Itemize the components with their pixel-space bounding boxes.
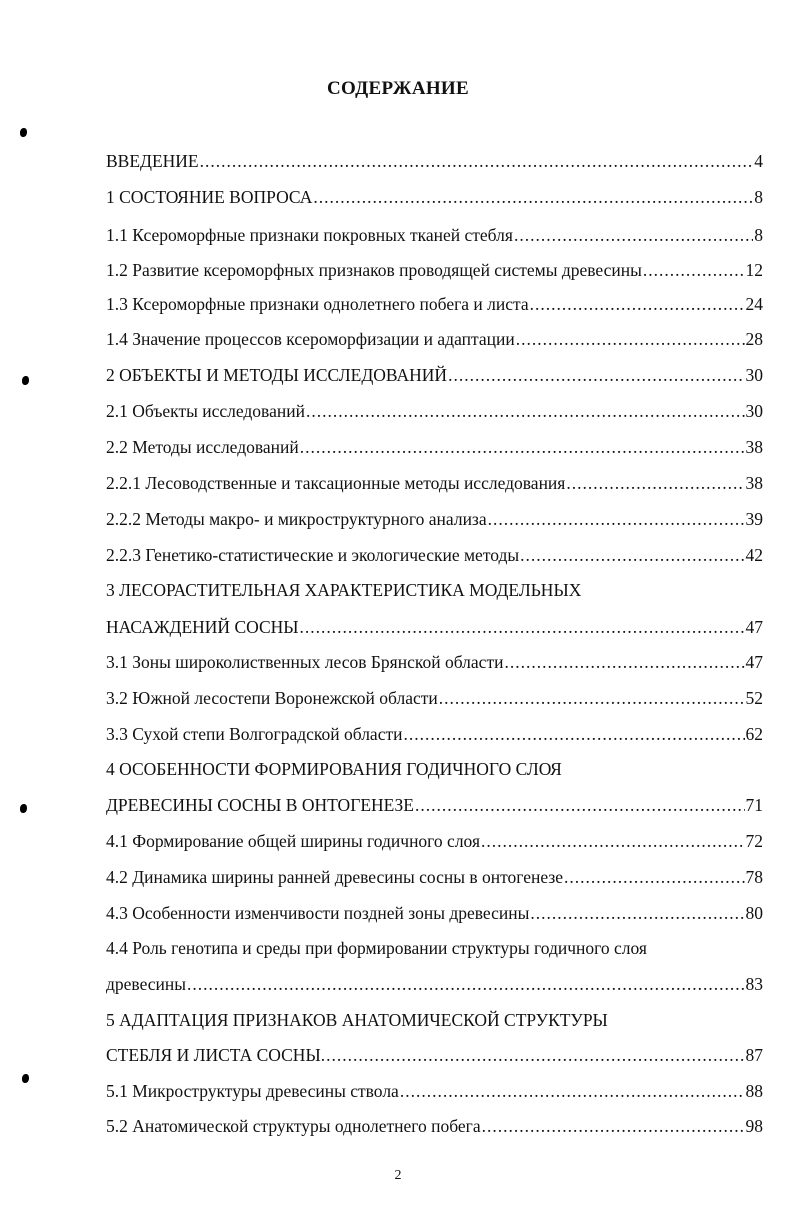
toc-entry-page: 8: [754, 225, 763, 245]
toc-leader-dots: [400, 1081, 745, 1102]
toc-entry-text: 2.1 Объекты исследований: [106, 401, 305, 421]
toc-entry-page: 47: [745, 652, 763, 672]
toc-leader-dots: [516, 329, 745, 350]
toc-leader-dots: [514, 225, 753, 246]
page-title: СОДЕРЖАНИЕ: [327, 78, 469, 99]
toc-entry-page: 12: [745, 260, 763, 280]
toc-entry-page: 52: [745, 688, 763, 708]
toc-entry: [106, 509, 763, 530]
toc-entry: [106, 473, 763, 494]
toc-entry-page: 8: [754, 187, 763, 207]
toc-entry-page: 83: [745, 974, 763, 994]
toc-entry-text: 3.1 Зоны широколиственных лесов Брянской области: [106, 652, 504, 672]
toc-entry-text: 2 ОБЪЕКТЫ И МЕТОДЫ ИССЛЕДОВАНИЙ: [106, 365, 448, 385]
toc-leader-dots: [504, 652, 744, 673]
toc-entry-text: 4.3 Особенности изменчивости поздней зоны древесины: [106, 903, 530, 923]
margin-mark-icon: [22, 376, 29, 385]
toc-leader-dots: [313, 187, 753, 208]
toc-entry: [106, 795, 763, 816]
toc-leader-dots: [300, 617, 745, 638]
toc-leader-dots: [326, 1045, 744, 1066]
toc-leader-dots: [564, 867, 744, 888]
toc-entry-text: древесины: [106, 974, 187, 994]
toc-entry: [106, 329, 763, 350]
toc-leader-dots: [200, 151, 754, 172]
toc-leader-dots: [403, 724, 744, 745]
toc-leader-dots: [488, 509, 745, 530]
toc-entry-page: 28: [745, 329, 763, 349]
toc-entry: [106, 831, 763, 852]
toc-entry-text: НАСАЖДЕНИЙ СОСНЫ: [106, 617, 299, 637]
toc-entry-text: СТЕБЛЯ И ЛИСТА СОСНЫ.: [106, 1045, 326, 1065]
toc-leader-dots: [187, 974, 744, 995]
toc-entry-page: 4: [754, 151, 763, 171]
toc-entry-text: 1.3 Ксероморфные признаки однолетнего побега и листа: [106, 294, 529, 314]
toc-entry-page: 24: [745, 294, 763, 314]
toc-entry: [106, 652, 763, 673]
toc-entry-text: ВВЕДЕНИЕ: [106, 151, 199, 171]
toc-entry-page: 87: [745, 1045, 763, 1065]
toc-leader-dots: [415, 795, 744, 816]
toc-leader-dots: [566, 473, 744, 494]
toc-entry: [106, 437, 763, 458]
toc-entry: [106, 151, 763, 172]
toc-entry-page: 62: [745, 724, 763, 744]
toc-entry: [106, 974, 763, 995]
toc-entry-page: 78: [745, 867, 763, 887]
toc-entry-page: 38: [745, 473, 763, 493]
toc-entry-text: 5.1 Микроструктуры древесины ствола: [106, 1081, 399, 1101]
toc-leader-dots: [439, 688, 745, 709]
toc-entry-text: 2.2.2 Методы макро- и микроструктурного анализа: [106, 509, 487, 529]
toc-entry: [106, 1045, 763, 1066]
toc-entry: [106, 1081, 763, 1102]
toc-entry-text: 4.1 Формирование общей ширины годичного слоя: [106, 831, 481, 851]
toc-entry-page: 30: [745, 401, 763, 421]
toc-entry-text: 1.1 Ксероморфные признаки покровных тканей стебля: [106, 225, 513, 245]
margin-mark-icon: [20, 804, 27, 813]
toc-entry-text: 3.2 Южной лесостепи Воронежской области: [106, 688, 438, 708]
toc-leader-dots: [530, 903, 744, 924]
toc-leader-dots: [520, 545, 744, 566]
toc-leader-dots: [643, 260, 745, 281]
toc-leader-dots: [306, 401, 745, 422]
toc-entry-text: 4.2 Динамика ширины ранней древесины сосны в онтогенезе: [106, 867, 564, 887]
toc-heading-line: 3 ЛЕСОРАСТИТЕЛЬНАЯ ХАРАКТЕРИСТИКА МОДЕЛЬНЫХ: [106, 580, 582, 600]
margin-mark-icon: [22, 1074, 29, 1083]
toc-entry-page: 98: [745, 1116, 763, 1136]
toc-entry-text: 5.2 Анатомической структуры однолетнего побега: [106, 1116, 481, 1136]
toc-entry: [106, 1116, 763, 1137]
toc-entry-page: 38: [745, 437, 763, 457]
toc-entry-text: 1.4 Значение процессов ксероморфизации и адаптации: [106, 329, 515, 349]
toc-heading-line: 4 ОСОБЕННОСТИ ФОРМИРОВАНИЯ ГОДИЧНОГО СЛОЯ: [106, 759, 562, 779]
toc-entry: [106, 724, 763, 745]
toc-entry-page: 88: [745, 1081, 763, 1101]
toc-entry-text: 1.2 Развитие ксероморфных признаков проводящей системы древесины: [106, 260, 642, 280]
toc-leader-dots: [530, 294, 745, 315]
toc-entry: [106, 688, 763, 709]
toc-entry: [106, 617, 763, 638]
toc-entry: [106, 401, 763, 422]
toc-entry: [106, 294, 763, 315]
toc-entry-text: 2.2 Методы исследований: [106, 437, 299, 457]
page-number: 2: [394, 1168, 402, 1183]
toc-entry-page: 42: [745, 545, 763, 565]
toc-entry-text: ДРЕВЕСИНЫ СОСНЫ В ОНТОГЕНЕЗЕ: [106, 795, 415, 815]
toc-leader-dots: [482, 1116, 745, 1137]
toc-entry-page: 80: [745, 903, 763, 923]
toc-entry-page: 47: [745, 617, 763, 637]
toc-entry-page: 72: [745, 831, 763, 851]
toc-entry: [106, 260, 763, 281]
toc-entry-text: 1 СОСТОЯНИЕ ВОПРОСА: [106, 187, 313, 207]
toc-entry: [106, 187, 763, 208]
toc-leader-dots: [481, 831, 744, 852]
toc-leader-dots: [448, 365, 744, 386]
toc-entry-page: 30: [745, 365, 763, 385]
toc-heading-line: 4.4 Роль генотипа и среды при формировании структуры годичного слоя: [106, 938, 647, 958]
toc-entry-page: 39: [745, 509, 763, 529]
toc-entry: [106, 225, 763, 246]
toc-entry: [106, 365, 763, 386]
toc-heading-line: 5 АДАПТАЦИЯ ПРИЗНАКОВ АНАТОМИЧЕСКОЙ СТРУКТУРЫ: [106, 1010, 608, 1030]
toc-entry-text: 3.3 Сухой степи Волгоградской области: [106, 724, 403, 744]
toc-entry: [106, 545, 763, 566]
toc-entry: [106, 867, 763, 888]
margin-mark-icon: [20, 128, 27, 137]
toc-entry-text: 2.2.1 Лесоводственные и таксационные методы исследования: [106, 473, 566, 493]
toc-entry-page: 71: [745, 795, 763, 815]
toc-leader-dots: [300, 437, 745, 458]
toc-entry: [106, 903, 763, 924]
toc-entry-text: 2.2.3 Генетико-статистические и экологические методы: [106, 545, 520, 565]
